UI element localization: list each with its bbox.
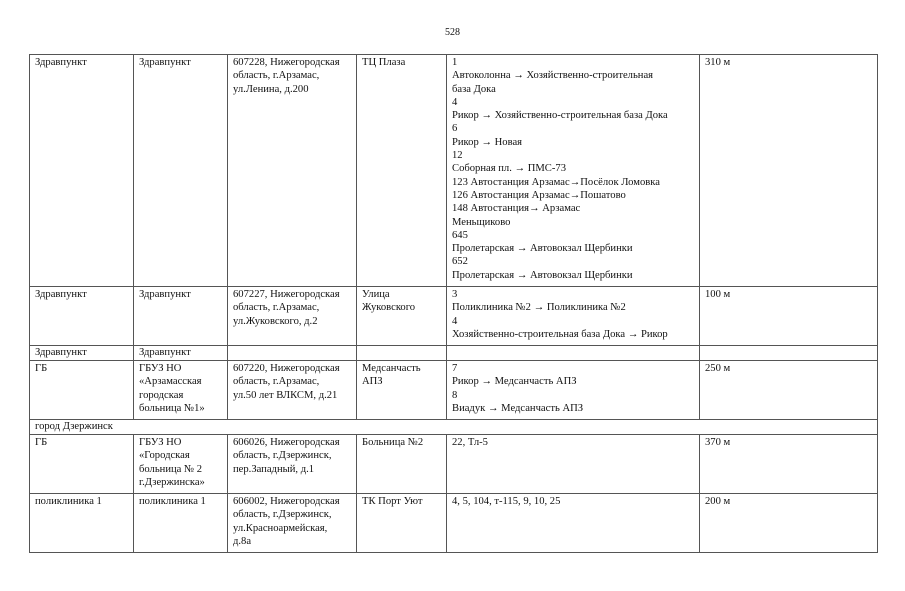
page-number: 528 — [445, 27, 460, 38]
table-row — [30, 346, 878, 361]
facility-name-cell: поликлиника 1 — [134, 494, 228, 553]
distance-cell — [700, 346, 878, 361]
stop-cell: Больница №2 — [357, 435, 447, 494]
distance-cell: 100 м — [700, 287, 878, 346]
facility-type-cell: Здравпункт — [30, 346, 134, 361]
facility-type-cell: поликлиника 1 — [30, 494, 134, 553]
facility-name-cell: ГБУЗ НО «Городская больница № 2 г.Дзержинска» — [134, 435, 228, 494]
facility-type-cell: Здравпункт — [30, 287, 134, 346]
facility-name-cell: ГБУЗ НО «Арзамасская городская больница №1» — [134, 361, 228, 420]
stop-cell: ТЦ Плаза — [357, 55, 447, 287]
routes-cell: 3 Поликлиника №2 → Поликлиника №2 4 Хозяйственно-строительная база Дока → Рикор — [447, 287, 700, 346]
distance-cell: 250 м — [700, 361, 878, 420]
distance-cell: 200 м — [700, 494, 878, 553]
routes-cell: 7 Рикор → Медсанчасть АПЗ 8 Виадук → Медсанчасть АПЗ — [447, 361, 700, 420]
table-row — [30, 494, 878, 553]
address-cell: 607220, Нижегородская область, г.Арзамас, ул.50 лет ВЛКСМ, д.21 — [228, 361, 357, 420]
table-row — [30, 287, 878, 346]
section-row — [30, 420, 878, 435]
routes-cell: 4, 5, 104, т-115, 9, 10, 25 — [447, 494, 700, 553]
stop-cell: Медсанчасть АПЗ — [357, 361, 447, 420]
table-row — [30, 361, 878, 420]
address-cell: 607227, Нижегородская область, г.Арзамас, ул.Жуковского, д.2 — [228, 287, 357, 346]
routes-cell — [447, 346, 700, 361]
section-heading-cell: город Дзержинск — [30, 420, 878, 435]
facility-type-cell: Здравпункт — [30, 55, 134, 287]
facility-name-cell: Здравпункт — [134, 287, 228, 346]
address-cell: 607228, Нижегородская область, г.Арзамас, ул.Ленина, д.200 — [228, 55, 357, 287]
routes-cell: 22, Тл-5 — [447, 435, 700, 494]
facility-type-cell: ГБ — [30, 361, 134, 420]
facility-name-cell: Здравпункт — [134, 346, 228, 361]
address-cell: 606002, Нижегородская область, г.Дзержинск, ул.Красноармейская, д.8а — [228, 494, 357, 553]
address-cell — [228, 346, 357, 361]
facilities-table — [29, 54, 878, 553]
stop-cell — [357, 346, 447, 361]
stop-cell: Улица Жуковского — [357, 287, 447, 346]
facility-name-cell: Здравпункт — [134, 55, 228, 287]
stop-cell: ТК Порт Уют — [357, 494, 447, 553]
table-row — [30, 55, 878, 287]
facility-type-cell: ГБ — [30, 435, 134, 494]
table-row — [30, 435, 878, 494]
address-cell: 606026, Нижегородская область, г.Дзержинск, пер.Западный, д.1 — [228, 435, 357, 494]
distance-cell: 310 м — [700, 55, 878, 287]
routes-cell: 1 Автоколонна → Хозяйственно-строительная база Дока 4 Рикор → Хозяйственно-строительная база Дока 6 Рикор → Новая 12 Соборная пл. → ПМС-73 123 Автостанция Арзамас→Посёлок Ломовка 126 Автостанция Арзамас→Пошатово 148 Автостанция→ Арзамас Меньщиково 645 Пролетарская → Автовокзал Щербинки 652 Пролетарская → Автовокзал Щербинки — [447, 55, 700, 287]
distance-cell: 370 м — [700, 435, 878, 494]
